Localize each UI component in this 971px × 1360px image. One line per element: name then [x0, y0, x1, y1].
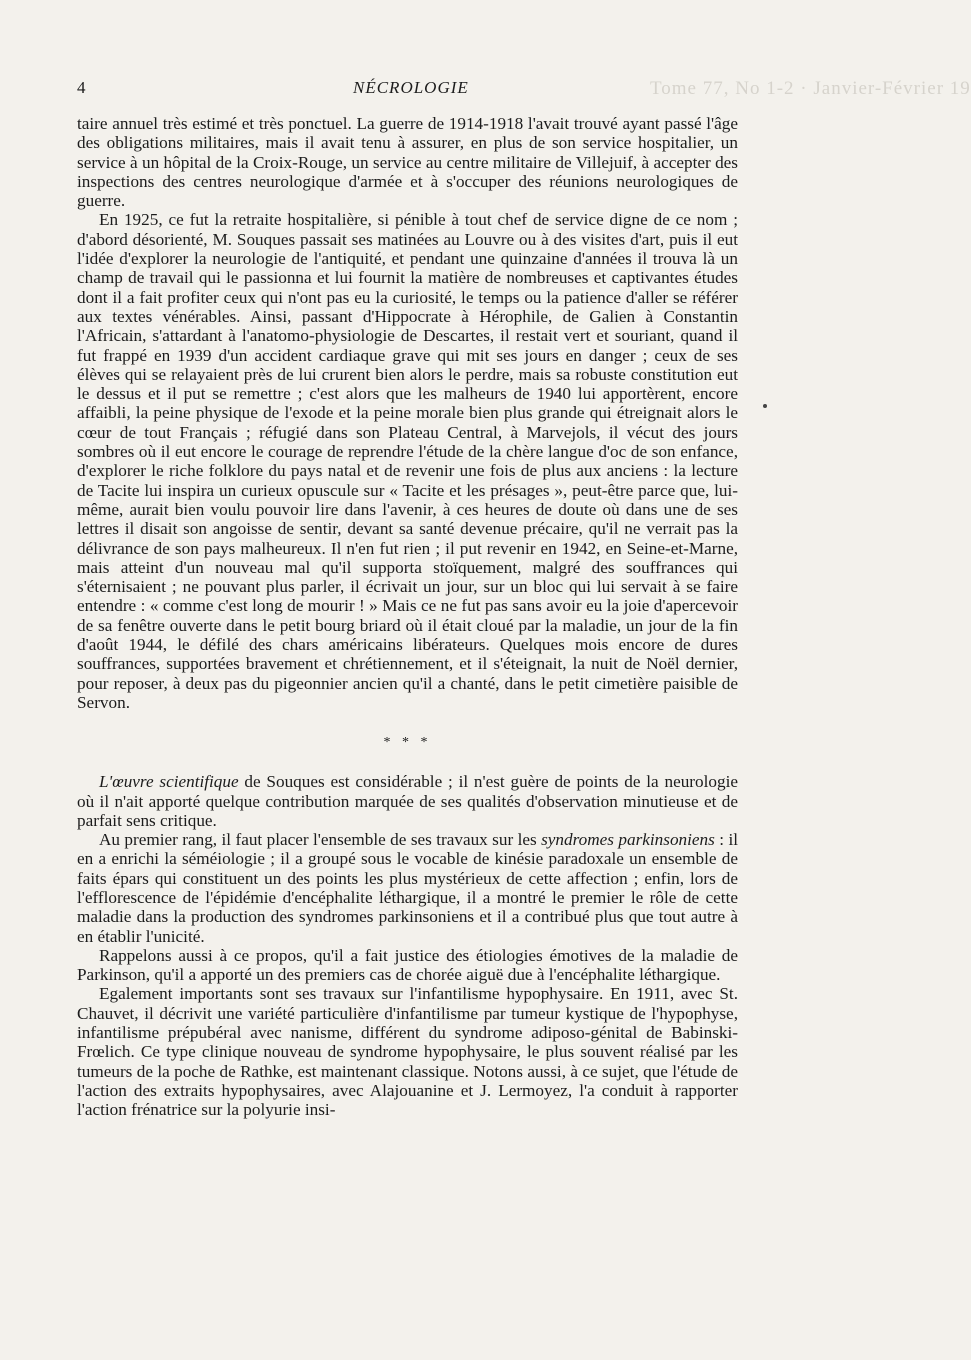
italic-lead: L'œuvre scientifique — [99, 772, 239, 792]
margin-speck — [763, 404, 767, 408]
italic-term: syndromes parkinsoniens — [541, 830, 715, 850]
running-head: NÉCROLOGIE — [353, 78, 469, 97]
page-header — [77, 74, 637, 100]
body-text — [77, 114, 738, 1120]
paragraph: Egalement importants sont ses travaux sur l'infantilisme hypophysaire. En 1911, avec St. Chauvet, il décrivit une variété particulière d'infantilisme par tumeur kystique de l'hypophyse, infantilisme prépubéral avec nanisme, différent du syndrome adiposo-génital de Babinski-Frœlich. Ce type clinique nouveau de syndrome hypophysaire, le plus souvent réalisé par les tumeurs de la poche de Rathke, est maintenant classique. Notons aussi, à ce sujet, que l'étude de l'action des extraits hypophysaires, avec Alajouanine et J. Lermoyez, l'a conduit à rapporter l'action frénatrice sur la polyurie insi- — [77, 984, 738, 1120]
paragraph: Au premier rang, il faut placer l'ensemble de ses travaux sur les syndromes parkinsoniens : il en a enrichi la séméiologie ; il a groupé sous le vocable de kinésie paradoxale un ensemble de faits épars qui constituent un des points les plus mystérieux de cette affection ; enfin, lors de l'efflorescence de l'épidémie d'encéphalite léthargique, il a montré le premier le rôle de cette maladie dans la production des syndromes parkinsoniens et il a contribué plus que tout autre à en établir l'unicité. — [77, 830, 738, 946]
section-separator: * * * — [383, 735, 432, 751]
paragraph: taire annuel très estimé et très ponctuel. La guerre de 1914-1918 l'avait trouvé ayant passé l'âge des obligations militaires, mais il avait tenu à assurer, en plus de son service hospitalier, un service à un hôpital de la Croix-Rouge, un service au centre militaire de Villejuif, à accepter des inspections des centres neurologique d'armée et à s'occuper des réunions neurologiques de guerre. — [77, 114, 738, 211]
paragraph: En 1925, ce fut la retraite hospitalière, si pénible à tout chef de service digne de ce nom ; d'abord désorienté, M. Souques passait ses matinées au Louvre ou à des visites d'art, puis il eut l'idée d'explorer la neurologie de l'antiquité, et pendant une quinzaine d'années il trouva là un champ de travail qui le passionna et lui fournit la matière de nombreuses et captivantes études dont il a fait profiter ceux qui n'ont pas eu la curiosité, le temps ou la patience d'aller se référer aux textes vénérables. Ainsi, passant d'Hippocrate à Hérophile, de Galien à Constantin l'Africain, s'attardant à l'anatomo-physiologie de Descartes, il restait vert et souriant, quand il fut frappé en 1939 d'un accident cardiaque grave qui mit ses jours en danger ; ceux de ses élèves qui se relayaient près de lui crurent bien alors le perdre, mais sa robuste constitution eut le dessus et il put se remettre ; c'est alors que les malheurs de 1940 lui apportèrent, encore affaibli, la peine physique de l'exode et la peine morale bien plus grande qui étreignait alors le cœur de tout Français ; réfugié dans son Plateau Central, à Marvejols, il vécut des jours sombres où il eut encore le courage de reprendre l'étude de la chère langue d'oc de son enfance, d'explorer le riche folklore du pays natal et de revenir une fois de plus aux anciens : la lecture de Tacite lui inspira un curieux opuscule sur « Tacite et les présages », peut-être parce que, lui-même, aurait bien voulu pouvoir lire dans l'avenir, à ces heures de doute où dans une de ses lettres il disait son angoisse de sentir, devant sa santé devenue précaire, qu'il ne verrait pas la délivrance de son pays malheureux. Il n'en fut rien ; il put revenir en 1942, en Seine-et-Marne, mais atteint d'un nouveau mal qu'il supporta stoïquement, malgré des souffrances qui s'éternisaient ; ne pouvant plus parler, il écrivait un jour, sur un bloc qui lui servait à se faire entendre : « comme c'est long de mourir ! » Mais ce ne fut pas sans avoir eu la joie d'apercevoir de sa fenêtre ouverte dans le petit bourg briard où il était cloué par la maladie, un jour de la fin d'août 1944, le défilé des chars américains libérateurs. Quelques mois encore de dures souffrances, supportées bravement et chrétiennement, et il s'éteignait, la nuit de Noël dernier, pour reposer, à deux pas du pigeonnier ancien qu'il a chanté, dans le petit cimetière paisible de Servon. — [77, 210, 738, 712]
page-number: 4 — [77, 78, 86, 97]
paragraph: Rappelons aussi à ce propos, qu'il a fait justice des étiologies émotives de la maladie de Parkinson, qu'il a apporté un des premiers cas de chorée aiguë due à l'encéphalite léthargique. — [77, 945, 738, 985]
bleed-through-text: Tome 77, No 1-2 · Janvier-Février 19 — [650, 78, 971, 99]
paragraph: L'œuvre scientifique de Souques est considérable ; il n'est guère de points de la neurologie où il n'ait apporté quelque contribution marquée de ses qualités d'observation minutieuse et de parfait sens critique. — [77, 772, 738, 830]
